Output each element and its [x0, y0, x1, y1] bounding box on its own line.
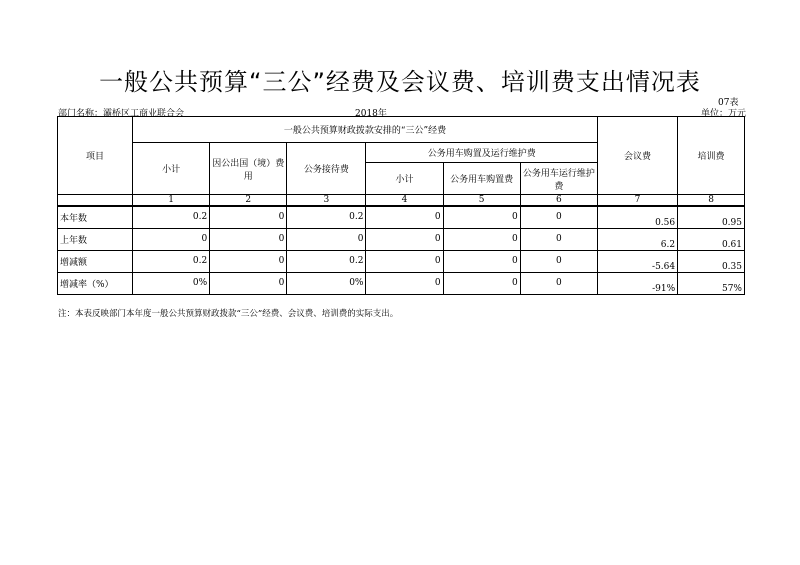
cell-value: 0.56 — [597, 206, 677, 228]
row-label: 增减额 — [58, 250, 133, 272]
cell-value: 0.2 — [133, 250, 210, 272]
cell-value: 0.61 — [678, 228, 745, 250]
cell-value: 0 — [443, 228, 520, 250]
cell-value: 0.35 — [678, 250, 745, 272]
row-label: 增减率（%） — [58, 272, 133, 294]
three-public-header: 一般公共预算财政拨款安排的“三公”经费 — [133, 117, 598, 143]
table-row — [58, 228, 745, 250]
cell-value: 0 — [366, 206, 443, 228]
row-label: 上年数 — [58, 228, 133, 250]
vehicle-subtotal-header: 小计 — [366, 163, 443, 195]
cell-value: 6.2 — [597, 228, 677, 250]
col-number: 5 — [443, 195, 520, 207]
cell-value: 0 — [366, 228, 443, 250]
expense-table — [57, 116, 745, 295]
cell-value: 0 — [210, 272, 287, 294]
table-row — [58, 206, 745, 228]
cell-value: 0 — [520, 250, 597, 272]
cell-value: 0 — [366, 272, 443, 294]
col-number: 4 — [366, 195, 443, 207]
footnote: 注：本表反映部门本年度一般公共预算财政拨款“三公”经费、会议费、培训费的实际支出。 — [58, 309, 399, 319]
meeting-fee-header: 会议费 — [597, 117, 677, 195]
training-fee-header: 培训费 — [678, 117, 745, 195]
table-number: 07表 — [718, 98, 739, 108]
item-header: 项目 — [58, 117, 133, 195]
cell-value: 0% — [133, 272, 210, 294]
reception-fee-header: 公务接待费 — [287, 143, 366, 195]
vehicle-operation-header: 公务用车运行维护费 — [520, 163, 597, 195]
cell-value: 0 — [520, 206, 597, 228]
col-number-blank — [58, 195, 133, 207]
unit-label: 单位：万元 — [701, 109, 747, 119]
report-year: 2018年 — [355, 109, 387, 119]
vehicle-purchase-header: 公务用车购置费 — [443, 163, 520, 195]
cell-value: -5.64 — [597, 250, 677, 272]
cell-value: 0 — [210, 206, 287, 228]
subtotal-header: 小计 — [133, 143, 210, 195]
cell-value: 0.2 — [133, 206, 210, 228]
cell-value: 0 — [443, 272, 520, 294]
col-number: 3 — [287, 195, 366, 207]
cell-value: 0% — [287, 272, 366, 294]
page-title: 一般公共预算“三公”经费及会议费、培训费支出情况表 — [99, 68, 701, 96]
col-number: 7 — [597, 195, 677, 207]
cell-value: 0.2 — [287, 250, 366, 272]
abroad-fee-header: 因公出国（境）费用 — [210, 143, 287, 195]
department-name: 部门名称：灞桥区工商业联合会 — [58, 109, 185, 119]
col-number: 2 — [210, 195, 287, 207]
cell-value: 0.2 — [287, 206, 366, 228]
col-number: 6 — [520, 195, 597, 207]
cell-value: 0 — [366, 250, 443, 272]
cell-value: 57% — [678, 272, 745, 294]
cell-value: 0 — [520, 272, 597, 294]
table-row — [58, 272, 745, 294]
cell-value: 0.95 — [678, 206, 745, 228]
col-number: 1 — [133, 195, 210, 207]
row-label: 本年数 — [58, 206, 133, 228]
cell-value: 0 — [443, 206, 520, 228]
cell-value: 0 — [133, 228, 210, 250]
cell-value: 0 — [210, 250, 287, 272]
cell-value: -91% — [597, 272, 677, 294]
vehicle-header: 公务用车购置及运行维护费 — [366, 143, 597, 163]
table-row — [58, 250, 745, 272]
cell-value: 0 — [443, 250, 520, 272]
cell-value: 0 — [287, 228, 366, 250]
cell-value: 0 — [210, 228, 287, 250]
col-number: 8 — [678, 195, 745, 207]
cell-value: 0 — [520, 228, 597, 250]
